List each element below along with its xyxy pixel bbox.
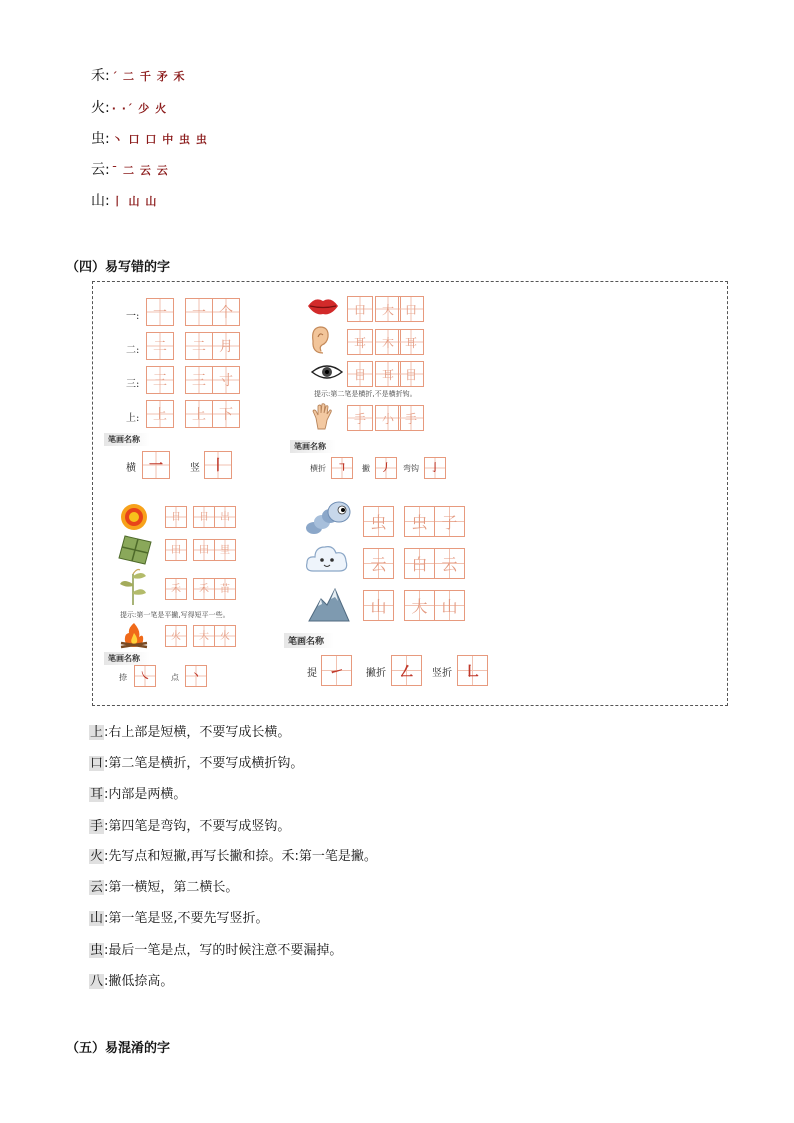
order-char: 火 <box>91 100 105 116</box>
row-label: 三: <box>126 379 140 390</box>
grid-cell: 大 <box>375 296 401 322</box>
ear-icon <box>308 325 330 355</box>
grid-cell: 耳 <box>375 361 401 387</box>
grid-cell: 个 <box>212 298 240 326</box>
grid-cell: 一 <box>185 298 213 326</box>
stroke-name: 点 <box>171 673 179 682</box>
grid-cell: 子 <box>434 506 465 537</box>
note-key: 八 <box>90 974 104 989</box>
stroke-name: 横折 <box>310 464 326 473</box>
grid-cell: 目 <box>347 361 373 387</box>
stroke-cell: ㇜ <box>391 655 422 686</box>
stroke-order-huo: 火: · ·ˊ 少 火 <box>91 100 168 116</box>
grid-cell: 虫 <box>404 506 435 537</box>
grid-cell: 里 <box>214 539 236 561</box>
grid-cell: 耳 <box>398 329 424 355</box>
note-text: :右上部是短横，不要写成长横。 <box>104 725 291 740</box>
field-icon <box>117 534 153 566</box>
grid-cell: 木 <box>375 329 401 355</box>
grid-cell: 火 <box>214 625 236 647</box>
order-char: 山 <box>91 193 105 209</box>
row-label: 一: <box>126 311 140 322</box>
stroke-names-title: 笔画名称 <box>290 440 336 453</box>
grid-cell: 田 <box>165 539 187 561</box>
grid-cell: 山 <box>434 590 465 621</box>
stroke-name: 弯钩 <box>403 464 419 473</box>
grid-cell: 手 <box>398 405 424 431</box>
stroke-cell: ㇗ <box>457 655 488 686</box>
note-item <box>89 818 290 836</box>
note-key: 手 <box>90 819 104 834</box>
note-item <box>89 973 173 991</box>
note-key: 云 <box>90 880 104 895</box>
grid-cell: 三 <box>185 366 213 394</box>
grid-cell: 云 <box>363 548 394 579</box>
grid-cell: 口 <box>347 296 373 322</box>
grid-cell: 火 <box>165 625 187 647</box>
stroke-name: 竖 <box>190 463 200 474</box>
note-text: :最后一笔是点，写的时候注意不要漏掉。 <box>104 943 343 958</box>
stroke-name: 撇折 <box>366 668 386 679</box>
note-item <box>89 786 186 804</box>
note-item <box>89 724 290 742</box>
grid-cell: 手 <box>347 405 373 431</box>
note-text: :第二笔是横折，不要写成横折钩。 <box>104 756 304 771</box>
note-item <box>89 942 342 960</box>
note-key: 耳 <box>90 787 104 802</box>
order-strokes: 丶 口 口 中 虫 虫 <box>111 133 208 146</box>
grid-cell: 小 <box>375 405 401 431</box>
section5-title: （五）易混淆的字 <box>66 1041 171 1056</box>
grid-cell: 上 <box>146 400 174 428</box>
mountain-icon <box>307 585 351 623</box>
stroke-names-title: 笔画名称 <box>104 652 150 665</box>
stroke-order-chong: 虫: 丶 口 口 中 虫 虫 <box>91 131 208 147</box>
grid-cell: 寸 <box>212 366 240 394</box>
note-text: :撇低捺高。 <box>104 974 174 989</box>
grid-cell: 三 <box>146 366 174 394</box>
sun-icon <box>118 502 150 532</box>
section4-title: （四）易写错的字 <box>66 260 171 275</box>
note-key: 火 <box>90 849 104 864</box>
stroke-order-yun: 云: ˉ 二 云 云 <box>91 162 169 178</box>
hand-icon <box>310 402 336 430</box>
note-text: :第四笔是弯钩，不要写成竖钩。 <box>104 819 291 834</box>
stroke-cell: ㇀ <box>321 655 352 686</box>
grid-cell: 禾 <box>193 578 215 600</box>
note-item <box>89 910 269 928</box>
note-text: :第一横短，第二横长。 <box>104 880 239 895</box>
grid-cell: 耳 <box>347 329 373 355</box>
note-item <box>89 755 303 773</box>
eye-icon <box>311 363 343 381</box>
order-char: 虫 <box>91 131 105 147</box>
order-strokes: ˊ 二 千 矛 禾 <box>111 70 186 83</box>
seedling-icon <box>118 568 148 606</box>
stroke-name: 撇 <box>362 464 370 473</box>
grid-cell: 二 <box>146 332 174 360</box>
stroke-cell: ㇕ <box>331 457 353 479</box>
row-label: 二: <box>126 345 140 356</box>
stroke-name: 提 <box>307 668 317 679</box>
order-strokes: 丨 山 山 <box>111 195 158 208</box>
hint-text: 提示:第二笔是横折,不是横折钩。 <box>314 390 417 398</box>
grid-cell: 山 <box>363 590 394 621</box>
order-char: 云 <box>91 162 105 178</box>
note-text: :第一笔是竖,不要先写竖折。 <box>104 911 269 926</box>
grid-cell: 云 <box>434 548 465 579</box>
stroke-cell: ㇏ <box>134 665 156 687</box>
grid-cell: 白 <box>404 548 435 579</box>
stroke-name: 竖折 <box>432 668 452 679</box>
stroke-names-title: 笔画名称 <box>104 433 150 446</box>
note-key: 口 <box>90 756 104 771</box>
stroke-names-title: 笔画名称 <box>284 633 334 648</box>
grid-cell: 大 <box>404 590 435 621</box>
grid-cell: 下 <box>212 400 240 428</box>
grid-cell: 虫 <box>363 506 394 537</box>
stroke-name: 横 <box>126 463 136 474</box>
note-text: :先写点和短撇,再写长撇和捺。禾:第一笔是撇。 <box>104 849 377 864</box>
hint-text: 提示:第一笔是平撇,写得短平一些。 <box>120 611 230 619</box>
stroke-cell: 丿 <box>375 457 397 479</box>
worm-icon <box>304 500 352 536</box>
lips-icon <box>306 295 340 317</box>
grid-cell: 大 <box>193 625 215 647</box>
grid-cell: 苗 <box>214 578 236 600</box>
note-text: :内部是两横。 <box>104 787 187 802</box>
grid-cell: 口 <box>398 296 424 322</box>
order-strokes: ˉ 二 云 云 <box>111 164 169 177</box>
stroke-name: 捺 <box>119 673 127 682</box>
grid-cell: 二 <box>185 332 213 360</box>
stroke-order-shan: 山: 丨 山 山 <box>91 193 158 209</box>
note-key: 山 <box>90 911 104 926</box>
grid-cell: 月 <box>212 332 240 360</box>
grid-cell: 一 <box>146 298 174 326</box>
stroke-cell: 丨 <box>204 451 232 479</box>
cloud-icon <box>305 541 349 577</box>
stroke-cell: 亅 <box>424 457 446 479</box>
note-key: 上 <box>90 725 104 740</box>
stroke-order-he: 禾: ˊ 二 千 矛 禾 <box>91 68 186 84</box>
note-item <box>89 879 238 897</box>
order-strokes: · ·ˊ 少 火 <box>111 102 168 115</box>
grid-cell: 日 <box>193 506 215 528</box>
note-key: 虫 <box>90 943 104 958</box>
row-label: 上: <box>126 413 140 424</box>
grid-cell: 上 <box>185 400 213 428</box>
fire-icon <box>119 621 149 649</box>
stroke-cell: 丶 <box>185 665 207 687</box>
note-item <box>89 848 377 866</box>
order-char: 禾 <box>91 68 105 84</box>
stroke-cell: 一 <box>142 451 170 479</box>
grid-cell: 目 <box>398 361 424 387</box>
grid-cell: 田 <box>193 539 215 561</box>
grid-cell: 日 <box>165 506 187 528</box>
grid-cell: 出 <box>214 506 236 528</box>
grid-cell: 禾 <box>165 578 187 600</box>
